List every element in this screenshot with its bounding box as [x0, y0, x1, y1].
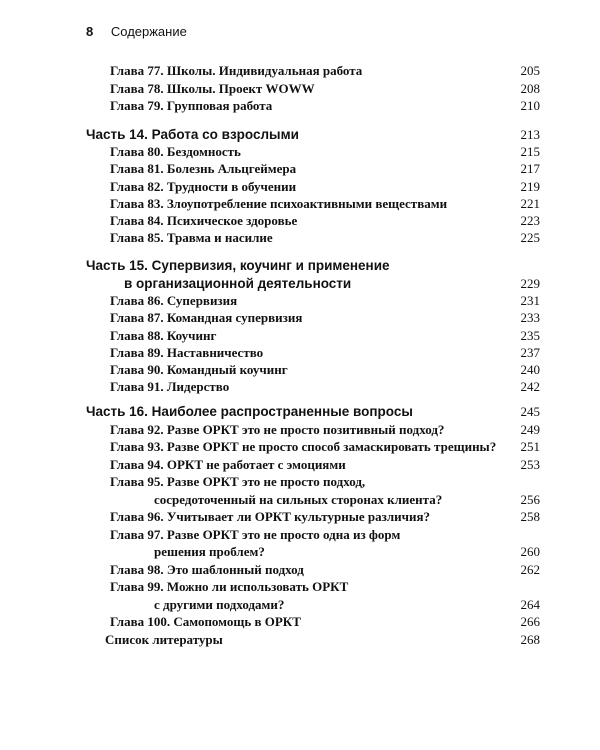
- toc-chapter-entry: [0, 62, 600, 80]
- toc-chapter-entry: [0, 160, 600, 178]
- toc-chapter-entry: [0, 491, 600, 509]
- toc-chapter-entry: [0, 327, 600, 345]
- toc-entry-title: Часть 15. Супервизия, коучинг и применение: [86, 258, 390, 273]
- toc-entry-page: 208: [520, 81, 540, 96]
- toc-entry-title: Часть 14. Работа со взрослыми: [86, 127, 299, 142]
- toc-entry-title: Глава 84. Психическое здоровье: [110, 213, 298, 228]
- toc-entry-title: Глава 88. Коучинг: [110, 328, 217, 343]
- toc-chapter-entry: [0, 378, 600, 396]
- toc-entry-title: Глава 89. Наставничество: [110, 345, 264, 360]
- toc-part-entry: [0, 126, 600, 144]
- toc-chapter-entry: [0, 361, 600, 379]
- toc-chapter-entry: [0, 80, 600, 98]
- toc-entry-title: решения проблем?: [154, 544, 265, 559]
- toc-entry-page: 249: [520, 422, 540, 437]
- toc-entry-title: Глава 80. Бездомность: [110, 144, 241, 159]
- toc-entry-page: 235: [520, 328, 540, 343]
- toc-entry-page: 231: [520, 293, 540, 308]
- toc-entry-title: Глава 81. Болезнь Альцгеймера: [110, 161, 297, 176]
- toc-entry-title: Глава 77. Школы. Индивидуальная работа: [110, 63, 363, 78]
- toc-chapter-entry: [0, 344, 600, 362]
- toc-chapter-entry: [0, 309, 600, 327]
- toc-entry-page: 242: [520, 379, 540, 394]
- toc-entry-page: 262: [520, 562, 540, 577]
- toc-entry-page: 237: [520, 345, 540, 360]
- toc-entry-title: Глава 97. Разве ОРКТ это не просто одна из форм: [110, 527, 401, 542]
- toc-entry-title: Глава 86. Супервизия: [110, 293, 238, 308]
- toc-entry-page: 253: [520, 457, 540, 472]
- toc-entry-title: Глава 79. Групповая работа: [110, 98, 273, 113]
- toc-chapter-entry: [0, 97, 600, 115]
- toc-chapter-entry: [0, 578, 600, 596]
- toc-entry-page: 251: [520, 439, 540, 454]
- toc-entry-title: Глава 96. Учитывает ли ОРКТ культурные различия?: [110, 509, 430, 524]
- toc-part-entry: [0, 275, 600, 293]
- toc-entry-title: Глава 85. Травма и насилие: [110, 230, 273, 245]
- toc-chapter-entry: [0, 143, 600, 161]
- toc-chapter-entry: [0, 613, 600, 631]
- toc-entry-page: 221: [520, 196, 540, 211]
- toc-bibliography-entry: [0, 631, 600, 649]
- toc-chapter-entry: [0, 178, 600, 196]
- toc-entry-title: Глава 82. Трудности в обучении: [110, 179, 297, 194]
- toc-entry-page: 245: [520, 404, 540, 419]
- toc-entry-page: 210: [520, 98, 540, 113]
- toc-entry-page: 233: [520, 310, 540, 325]
- toc-chapter-entry: [0, 212, 600, 230]
- toc-entry-page: 266: [520, 614, 540, 629]
- page-number: 8: [86, 24, 94, 39]
- toc-chapter-entry: [0, 543, 600, 561]
- toc-entry-page: 268: [520, 632, 540, 647]
- toc-entry-page: 256: [520, 492, 540, 507]
- toc-chapter-entry: [0, 421, 600, 439]
- toc-entry-title: Глава 87. Командная супервизия: [110, 310, 303, 325]
- toc-chapter-entry: [0, 473, 600, 491]
- toc-entry-title: Глава 91. Лидерство: [110, 379, 230, 394]
- toc-entry-page: 260: [520, 544, 540, 559]
- toc-chapter-entry: [0, 292, 600, 310]
- toc-chapter-entry: [0, 526, 600, 544]
- toc-entry-page: 223: [520, 213, 540, 228]
- toc-chapter-entry: [0, 438, 600, 456]
- header-title: Содержание: [110, 24, 187, 39]
- toc-entry-page: 217: [520, 161, 540, 176]
- toc-entry-page: 219: [520, 179, 540, 194]
- toc-entry-title: Список литературы: [105, 632, 223, 647]
- toc-part-entry: [0, 257, 600, 275]
- toc-entry-title: Глава 94. ОРКТ не работает с эмоциями: [110, 457, 346, 472]
- toc-chapter-entry: [0, 229, 600, 247]
- toc-entry-title: Глава 78. Школы. Проект WOWW: [110, 81, 315, 96]
- toc-entry-title: Глава 99. Можно ли использовать ОРКТ: [110, 579, 349, 594]
- toc-entry-title: Глава 93. Разве ОРКТ не просто способ замаскировать трещины?: [110, 439, 497, 454]
- toc-entry-page: 264: [520, 597, 540, 612]
- toc-chapter-entry: [0, 195, 600, 213]
- toc-entry-title: Глава 98. Это шаблонный подход: [110, 562, 304, 577]
- toc-entry-title: Глава 95. Разве ОРКТ это не просто подход,: [110, 474, 366, 489]
- toc-entry-page: 225: [520, 230, 540, 245]
- toc-entry-title: Глава 83. Злоупотребление психоактивными веществами: [110, 196, 448, 211]
- toc-entry-page: 213: [520, 127, 540, 142]
- toc-entry-title: в организационной деятельности: [124, 276, 352, 291]
- toc-entry-page: 205: [520, 63, 540, 78]
- toc-part-entry: [0, 403, 600, 421]
- toc-entry-title: Глава 92. Разве ОРКТ это не просто позитивный подход?: [110, 422, 445, 437]
- toc-chapter-entry: [0, 456, 600, 474]
- toc-entry-title: с другими подходами?: [154, 597, 285, 612]
- toc-entry-title: Глава 90. Командный коучинг: [110, 362, 288, 377]
- running-header: [86, 24, 546, 44]
- toc-entry-title: Часть 16. Наиболее распространенные вопросы: [86, 404, 413, 419]
- toc-entry-title: Глава 100. Самопомощь в ОРКТ: [110, 614, 301, 629]
- toc-entry-title: сосредоточенный на сильных сторонах клиента?: [154, 492, 443, 507]
- toc-chapter-entry: [0, 508, 600, 526]
- toc-chapter-entry: [0, 561, 600, 579]
- toc-entry-page: 240: [520, 362, 540, 377]
- toc-entry-page: 215: [520, 144, 540, 159]
- toc-entry-page: 229: [520, 276, 540, 291]
- toc-chapter-entry: [0, 596, 600, 614]
- toc-entry-page: 258: [520, 509, 540, 524]
